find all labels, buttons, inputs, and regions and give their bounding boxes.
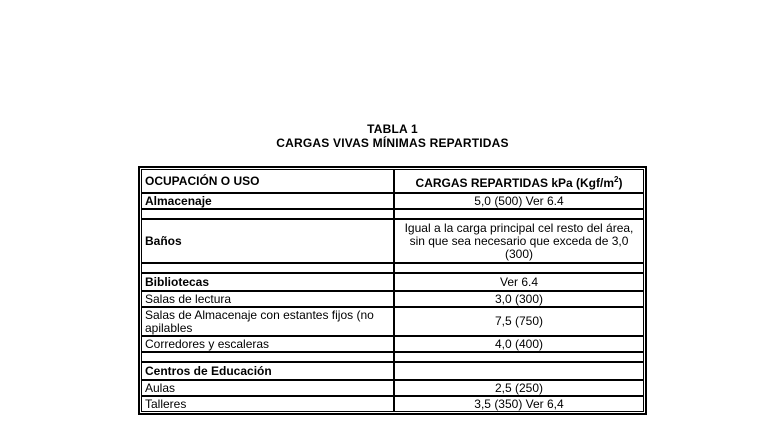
row-value: 7,5 (750) [394,307,644,336]
table-row [141,193,644,209]
row-value [394,362,644,380]
row-label: Talleres [141,396,394,412]
row-label: Salas de Almacenaje con estantes fijos (no apilables [141,307,394,336]
row-label: Almacenaje [141,193,394,209]
row-label: Bibliotecas [141,273,394,291]
spacer-row [141,352,644,362]
spacer-row [141,263,644,273]
row-label: Baños [141,219,394,263]
table-caption: CARGAS VIVAS MÍNIMAS REPARTIDAS [276,136,509,150]
row-value: 3,0 (300) [394,291,644,307]
row-value: 5,0 (500) Ver 6.4 [394,193,644,209]
table-row [141,273,644,291]
spacer-cell [141,209,394,219]
row-label: Salas de lectura [141,291,394,307]
header-loads-superscript: 2 [614,174,619,184]
row-value-text: Igual a la carga principal cel resto del área, sin que sea necesario que exceda de 3,0 (300) [404,220,634,261]
row-value: 2,5 (250) [394,380,644,396]
table-number: TABLA 1 [367,122,418,136]
spacer-cell [394,263,644,273]
table-header-row [141,169,644,193]
spacer-cell [394,352,644,362]
row-value: 4,0 (400) [394,336,644,352]
header-loads [394,169,644,193]
header-occupancy: OCUPACIÓN O USO [141,169,394,193]
row-label: Aulas [141,380,394,396]
header-loads-text: CARGAS REPARTIDAS kPa (Kgf/m [415,175,614,190]
table-row [141,336,644,352]
table-row [141,380,644,396]
header-loads-suffix: ) [618,175,623,190]
spacer-cell [141,263,394,273]
row-value [394,219,644,263]
row-value: Ver 6.4 [394,273,644,291]
row-value: 3,5 (350) Ver 6,4 [394,396,644,412]
spacer-cell [394,209,644,219]
table-row [141,291,644,307]
spacer-row [141,209,644,219]
row-label: Corredores y escaleras [141,336,394,352]
spacer-cell [141,352,394,362]
row-label: Centros de Educación [141,362,394,380]
table-row [141,362,644,380]
table-row [141,307,644,336]
table-row [141,219,644,263]
live-loads-table [138,166,647,415]
table-row [141,396,644,412]
